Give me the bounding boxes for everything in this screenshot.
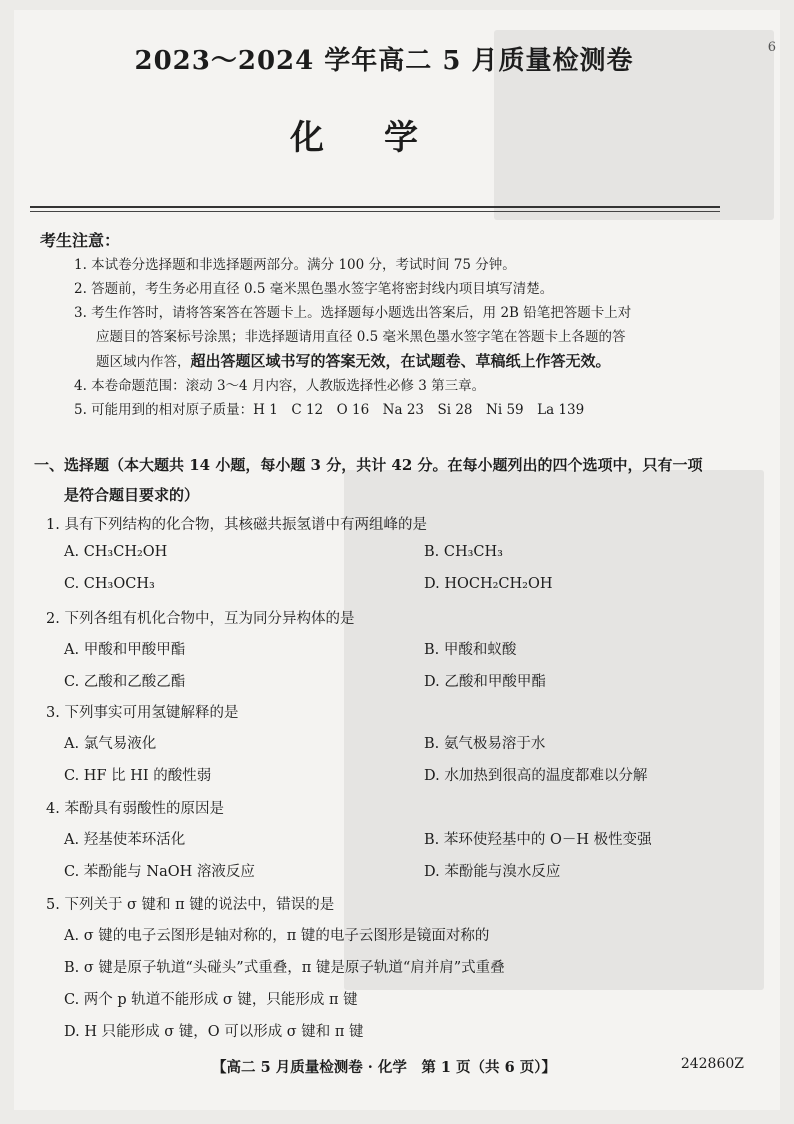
notice-item: 2. 答题前，考生务必用直径 0.5 毫米黑色墨水签字笔将密封线内项目填写清楚。 <box>74 281 554 297</box>
question-option: B. 氨气极易溶于水 <box>424 736 546 752</box>
divider-rule <box>30 206 720 208</box>
question-stem: 2. 下列各组有机化合物中，互为同分异构体的是 <box>46 611 355 627</box>
question-stem: 5. 下列关于 σ 键和 π 键的说法中，错误的是 <box>46 897 335 913</box>
question-option: A. 甲酸和甲酸甲酯 <box>64 642 186 658</box>
notice-heading: 考生注意： <box>40 231 121 250</box>
question-option: C. CH₃OCH₃ <box>64 576 155 592</box>
question-stem: 1. 具有下列结构的化合物，其核磁共振氢谱中有两组峰的是 <box>46 517 427 533</box>
notice-list <box>74 253 734 422</box>
exam-code: 242860Z <box>680 1056 744 1072</box>
question-option: D. HOCH₂CH₂OH <box>424 576 553 592</box>
question-option: C. 两个 p 轨道不能形成 σ 键，只能形成 π 键 <box>64 992 358 1008</box>
question-stem: 4. 苯酚具有弱酸性的原因是 <box>46 801 224 817</box>
section-line: 一、选择题（本大题共 14 小题，每小题 3 分，共计 42 分。在每小题列出的四个选项中，只有一项 <box>34 456 703 474</box>
question-option: D. 乙酸和甲酸甲酯 <box>424 674 546 690</box>
question-option: D. H 只能形成 σ 键，O 可以形成 σ 键和 π 键 <box>64 1024 364 1040</box>
notice-item: 5. 可能用到的相对原子质量：H 1 C 12 O 16 Na 23 Si 28 Ni 59 La 139 <box>74 402 585 418</box>
exam-title: 2023～2024 学年高二 5 月质量检测卷 <box>134 46 634 76</box>
question-option: B. CH₃CH₃ <box>424 544 503 560</box>
page-footer: 【高二 5 月质量检测卷 · 化学 第 1 页（共 6 页）】 <box>212 1059 556 1076</box>
section-heading <box>34 450 734 510</box>
section-line: 是符合题目要求的） <box>64 486 200 504</box>
question-option: B. 甲酸和蚁酸 <box>424 642 517 658</box>
exam-page <box>14 10 780 1110</box>
divider-rule <box>30 211 720 212</box>
notice-item: 3. 考生作答时，请将答案答在答题卡上。选择题每小题选出答案后，用 2B 铅笔把答题卡上对 <box>74 305 632 321</box>
subject-title: 化学 <box>290 118 478 158</box>
question-option: A. σ 键的电子云图形是轴对称的，π 键的电子云图形是镜面对称的 <box>64 928 490 944</box>
notice-emphasis: 超出答题区域书写的答案无效，在试题卷、草稿纸上作答无效。 <box>190 352 611 370</box>
question-option: C. HF 比 HI 的酸性弱 <box>64 768 212 784</box>
question-option: C. 苯酚能与 NaOH 溶液反应 <box>64 864 255 880</box>
notice-item-continuation <box>74 349 734 374</box>
notice-item: 4. 本卷命题范围：滚动 3～4 月内容，人教版选择性必修 3 第三章。 <box>74 378 486 394</box>
question-option: C. 乙酸和乙酸乙酯 <box>64 674 186 690</box>
question-option: B. 苯环使羟基中的 O－H 极性变强 <box>424 832 652 848</box>
question-option: A. CH₃CH₂OH <box>64 544 168 560</box>
question-option: D. 水加热到很高的温度都难以分解 <box>424 768 648 784</box>
notice-item: 1. 本试卷分选择题和非选择题两部分。满分 100 分，考试时间 75 分钟。 <box>74 257 516 273</box>
question-option: A. 氯气易液化 <box>64 736 157 752</box>
notice-text: 题区域内作答， <box>96 354 191 370</box>
corner-mark: 6 <box>767 40 776 55</box>
question-stem: 3. 下列事实可用氢键解释的是 <box>46 705 239 721</box>
question-option: D. 苯酚能与溴水反应 <box>424 864 561 880</box>
notice-item-continuation: 应题目的答案标号涂黑；非选择题请用直径 0.5 毫米黑色墨水签字笔在答题卡上各题的答 <box>96 329 626 345</box>
question-option: B. σ 键是原子轨道“头碰头”式重叠，π 键是原子轨道“肩并肩”式重叠 <box>64 960 505 976</box>
question-option: A. 羟基使苯环活化 <box>64 832 186 848</box>
